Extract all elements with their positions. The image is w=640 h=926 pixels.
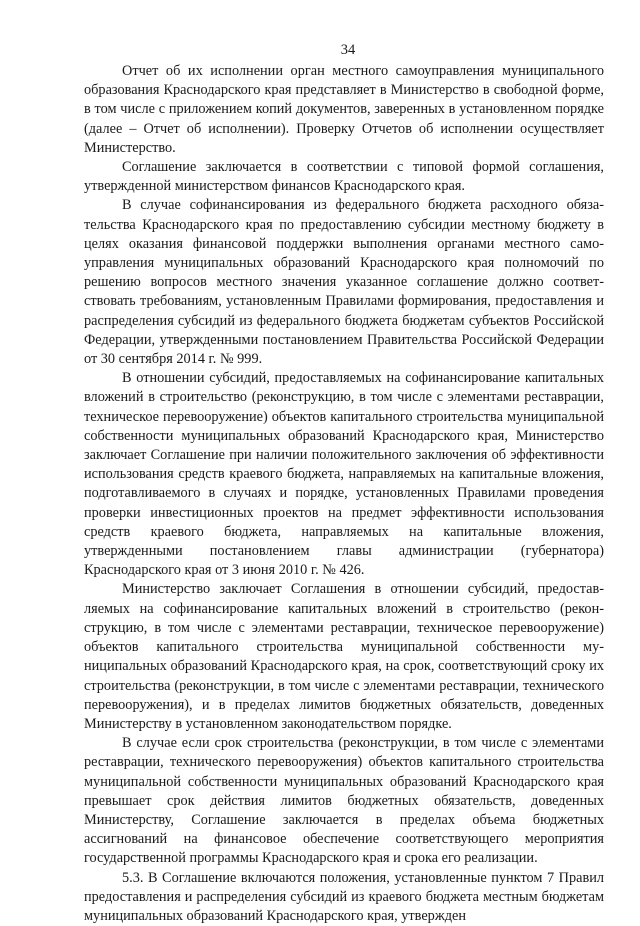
page-number: 34	[340, 42, 356, 58]
paragraph-agreement-form: Соглашение заключается в соответствии с типовой формой соглашения, утвержденной министерством финансов Краснодарского края.	[84, 159, 604, 195]
paragraph-capital-investments: В отношении субсидий, предоставляемых на софинансирование капитальных вложений в строительство (реконструкцию, в том числе с элементами реставрации, техническое перевооружение) объектов капитального строительства муниципальной собственности муниципальных образований Краснодарского края, Министерство заключает Соглашение при наличии положительного заключения об эффективности использования средств краевого бюджета, направляемых на капитальные вложения, подготавливаемого в случаях и порядке, установленных Правилами проведения проверки инвестиционных проектов на предмет эффективности использования средств краевого бюджета, направляемых на капитальные вложения, утвержденными постановлением главы администрации (губернатора) Краснодарского края от 3 июня 2010 г. № 426.	[84, 370, 604, 579]
paragraph-report-execution: Отчет об их исполнении орган местного самоуправления муниципального образования Краснодарского края представляет в Министерство в свободной форме, в том числе с приложением копий документов, заверенных в установленном порядке (далее – Отчет об исполнении). Проверку Отчетов об исполнении осуществляет Министерство.	[84, 63, 604, 156]
paragraph-section-5-3: 5.3. В Соглашение включаются положения, установленные пунктом 7 Правил предоставления и распределения субсидий из краевого бюджета местным бюджетам муниципальных образований Краснодарского края, утвержден	[84, 869, 604, 924]
paragraph-construction-term: В случае если срок строительства (реконструкции, в том числе с элементами реставрации, технического перевооружения) объектов капитального строительства муниципальной собственности муниципальных образований Краснодарского края превышает срок действия лимитов бюджетных обязательств, доведенных Министерству, Соглашение заключается в пределах объема бюджетных ассигнований на финансовое обеспечение соответствующего мероприятия государственной программы Краснодарского края и срока его реализации.	[84, 735, 604, 867]
paragraph-federal-cofinancing: В случае софинансирования из федерального бюджета расходного обязательства Краснодарского края по предоставлению субсидии местному бюджету в целях оказания финансовой поддержки выполнения органами местного самоуправления муниципальных образований Краснодарского края полномочий по решению вопросов местного значения указанное соглашение должно соответствовать требованиям, установленным Правилами формирования, предоставления и распределения субсидий из федерального бюджета бюджетам субъектов Российской Федерации, утвержденными постановлением Правительства Российской Федерации от 30 сентября 2014 г. № 999.	[84, 197, 604, 368]
paragraph-agreement-term: Министерство заключает Соглашения в отношении субсидий, предоставляемых на софинансирование капитальных вложений в строительство (реконструкцию, в том числе с элементами реставрации, техническое перевооружение) объектов капитального строительства муниципальной собственности муниципальных образований Краснодарского края, на срок, соответствующий сроку их строительства (реконструкции, в том числе с элементами реставрации, технического перевооружения), и в пределах лимитов бюджетных обязательств, доведенных Министерству в установленном законодательством порядке.	[84, 581, 604, 732]
